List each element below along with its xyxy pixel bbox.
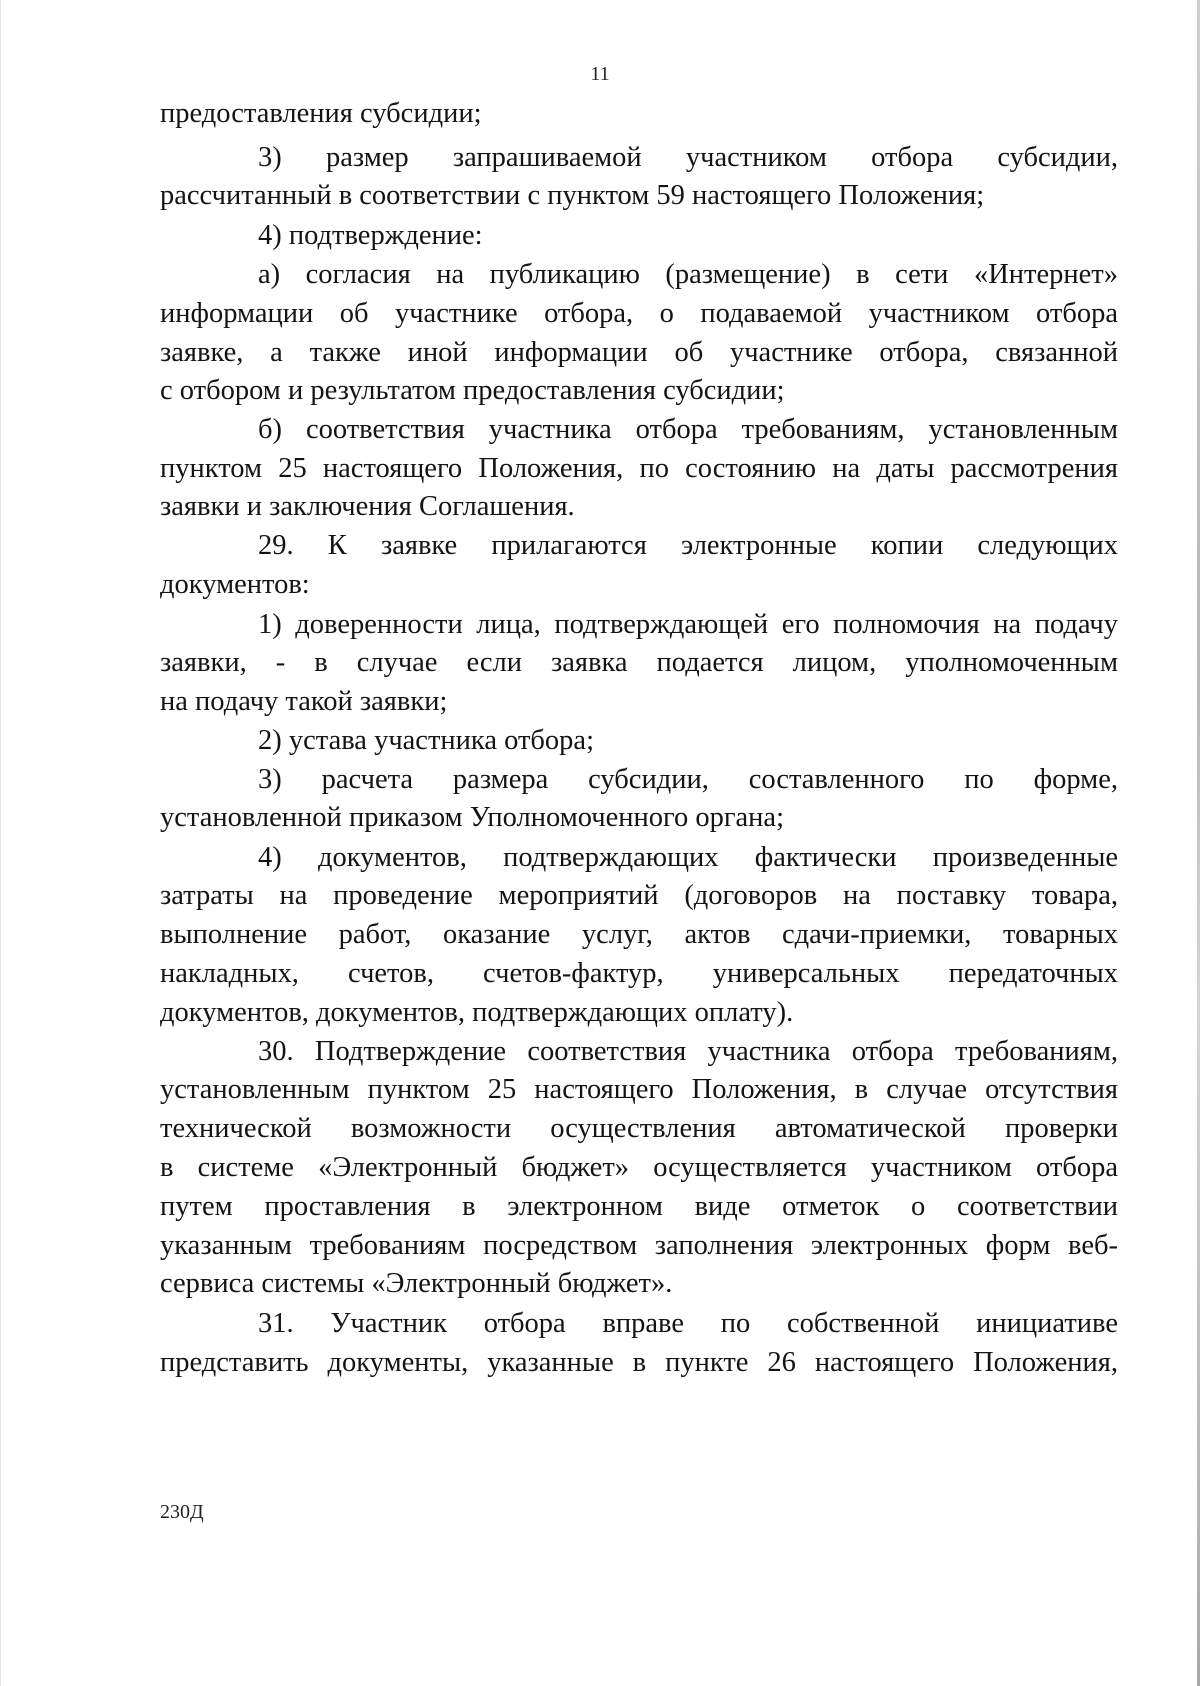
text-line: затраты на проведение мероприятий (договоров на поставку товара, — [160, 880, 1118, 911]
text-line: а) согласия на публикацию (размещение) в сети «Интернет» — [258, 259, 1118, 290]
text-line: установленной приказом Уполномоченного органа; — [160, 802, 784, 833]
text-line: выполнение работ, оказание услуг, актов сдачи-приемки, товарных — [160, 919, 1118, 950]
text-line: 3) размер запрашиваемой участником отбора субсидии, — [258, 142, 1118, 173]
text-line: установленным пунктом 25 настоящего Положения, в случае отсутствия — [160, 1074, 1118, 1105]
text-line: информации об участнике отбора, о подаваемой участником отбора — [160, 298, 1118, 329]
text-line: путем проставления в электронном виде отметок о соответствии — [160, 1191, 1118, 1222]
text-line: 3) расчета размера субсидии, составленного по форме, — [258, 764, 1118, 795]
text-line: 1) доверенности лица, подтверждающей его полномочия на подачу — [258, 609, 1118, 640]
text-line: технической возможности осуществления автоматической проверки — [160, 1113, 1118, 1144]
footer-document-code: 230Д — [160, 1501, 204, 1523]
scan-edge-left — [0, 0, 1, 1686]
text-line: на подачу такой заявки; — [160, 686, 448, 717]
text-line: заявки, - в случае если заявка подается лицом, уполномоченным — [160, 647, 1118, 678]
text-line: предоставления субсидии; — [160, 98, 482, 129]
text-line: рассчитанный в соответствии с пунктом 59 настоящего Положения; — [160, 180, 985, 211]
text-line: накладных, счетов, счетов-фактур, универсальных передаточных — [160, 958, 1118, 989]
page-number: 11 — [590, 63, 610, 85]
text-line: 30. Подтверждение соответствия участника отбора требованиям, — [258, 1036, 1118, 1067]
text-line: 4) документов, подтверждающих фактически произведенные — [258, 842, 1118, 873]
text-line: заявке, а также иной информации об участнике отбора, связанной — [160, 337, 1118, 368]
text-line: 4) подтверждение: — [258, 220, 483, 251]
text-line: б) соответствия участника отбора требованиям, установленным — [258, 414, 1118, 445]
text-line: 2) устава участника отбора; — [258, 725, 595, 756]
text-line: 29. К заявке прилагаются электронные копии следующих — [258, 530, 1118, 561]
text-line: с отбором и результатом предоставления субсидии; — [160, 375, 785, 406]
text-line: заявки и заключения Соглашения. — [160, 491, 575, 522]
text-line: документов: — [160, 569, 310, 600]
text-line: документов, документов, подтверждающих оплату). — [160, 997, 794, 1028]
text-line: пунктом 25 настоящего Положения, по состоянию на даты рассмотрения — [160, 453, 1118, 484]
text-line: 31. Участник отбора вправе по собственной инициативе — [258, 1308, 1118, 1339]
text-line: в системе «Электронный бюджет» осуществляется участником отбора — [160, 1152, 1118, 1183]
text-line: сервиса системы «Электронный бюджет». — [160, 1268, 673, 1299]
text-line: представить документы, указанные в пункте 26 настоящего Положения, — [160, 1347, 1118, 1378]
text-line: указанным требованиям посредством заполнения электронных форм веб- — [160, 1230, 1118, 1261]
